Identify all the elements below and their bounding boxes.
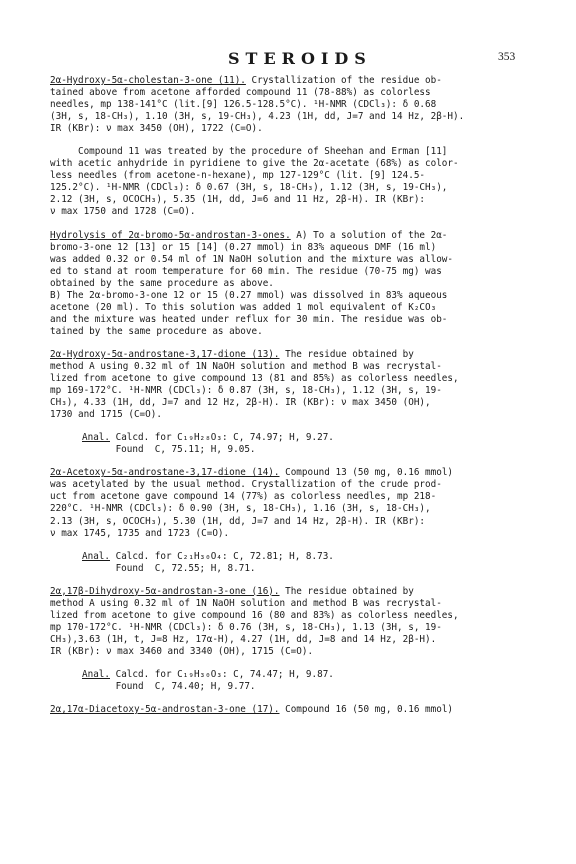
- compound-heading: 2α-Hydroxy-5α-cholestan-3-one (11).: [50, 75, 246, 86]
- paragraph-text: Compound 16 (50 mg, 0.16 mmol): [279, 704, 454, 716]
- paragraph-compound-14: [50, 467, 542, 539]
- paragraph-text: Crystallization of the residue ob- tained above from acetone afforded compound 11 (78-88%) as colorless needles, mp 138-141°C (lit.[9] 126.5-128.5°C). ¹H-NMR (CDCl₃): δ 0.68 (3H, s, 18-CH₃), 1.10 (3H, s, 19-CH₃), 4.23 (1H, dd, J=7 and 14 Hz, 2β-H). IR (KBr): ν max 3450 (OH), 1722 (C=O).: [50, 75, 465, 135]
- analysis-compound-16: [82, 669, 542, 693]
- compound-heading: 2α,17β-Dihydroxy-5α-androstan-3-one (16).: [50, 585, 280, 597]
- compound-heading: 2α-Hydroxy-5α-androstane-3,17-dione (13).: [50, 348, 280, 360]
- paragraph-compound-11: [50, 75, 542, 135]
- paragraph-compound-17: [50, 704, 542, 716]
- journal-title: STEROIDS: [228, 49, 372, 68]
- article-body: [50, 75, 542, 727]
- compound-heading: 2α-Acetoxy-5α-androstane-3,17-dione (14).: [50, 467, 280, 479]
- section-heading: Hydrolysis of 2α-bromo-5α-androstan-3-ones.: [50, 229, 291, 241]
- running-header: [0, 49, 576, 69]
- paragraph-hydrolysis: [50, 230, 542, 338]
- paragraph-text: Compound 13 (50 mg, 0.16 mmol) was acetylated by the usual method. Crystallization of the crude prod- uct from acetone gave compound 14 (77%) as colorless needles, mp 218- 220°C. ¹H-NMR (CDCl₃): δ 0.90 (3H, s, 18-CH₃), 1.16 (3H, s, 18-CH₃), 2.13 (3H, s, OCOCH₃), 5.30 (1H, dd, J=7 and 14 Hz, 2β-H). IR (KBr): ν max 1745, 1735 and 1723 (C=O).: [50, 467, 454, 539]
- paragraph-text: Compound 11 was treated by the procedure of Sheehan and Erman [11] with acetic anhydride in pyridiene to give the 2α-acetate (68%) as color- less needles (from acetone-n-hexane), mp 127-129°C (lit. [9] 124.5- 125.2°C). ¹H-NMR (CDCl₃): δ 0.67 (3H, s, 18-CH₃), 1.12 (3H, s, 19-CH₃), 2.12 (3H, s, OCOCH₃), 5.35 (1H, dd, J=6 and 11 Hz, 2β-H). IR (KBr): ν max 1750 and 1728 (C=O).: [50, 146, 459, 218]
- paragraph-compound-16: [50, 586, 542, 658]
- anal-label: Anal.: [82, 668, 110, 680]
- paragraph-2a-acetate: [50, 146, 542, 218]
- analysis-compound-14: [82, 551, 542, 575]
- anal-text: Calcd. for C₂₁H₃₀O₄: C, 72.81; H, 8.73. Found C, 72.55; H, 8.71.: [115, 550, 334, 574]
- anal-text: Calcd. for C₁₉H₂₈O₃: C, 74.97; H, 9.27. Found C, 75.11; H, 9.05.: [115, 432, 334, 456]
- anal-label: Anal.: [82, 432, 110, 444]
- page-number: 353: [498, 51, 516, 63]
- compound-heading: 2α,17α-Diacetoxy-5α-androstan-3-one (17).: [50, 704, 280, 716]
- paragraph-compound-13: [50, 349, 542, 421]
- paragraph-text: The residue obtained by method A using 0.32 ml of 1N NaOH solution and method B was recrystal- lized from acetone to give compound 16 (80 and 83%) as colorless needles, mp 170-172°C. ¹H-NMR (CDCl₃): δ 0.76 (3H, s, 18-CH₃), 1.13 (3H, s, 19- CH₃),3.63 (1H, t, J=8 Hz, 17α-H), 4.27 (1H, dd, J=8 and 14 Hz, 2β-H). IR (KBr): ν max 3460 and 3340 (OH), 1715 (C=O).: [50, 585, 459, 657]
- anal-label: Anal.: [82, 550, 110, 562]
- anal-text: Calcd. for C₁₉H₃₀O₃: C, 74.47; H, 9.87. Found C, 74.40; H, 9.77.: [115, 668, 334, 693]
- analysis-compound-13: [82, 432, 542, 456]
- paragraph-text: The residue obtained by method A using 0.32 ml of 1N NaOH solution and method B was recrystal- lized from acetone to give compound 13 (81 and 85%) as colorless needles, mp 169-172°C. ¹H-NMR (CDCl₃): δ 0.87 (3H, s, 18-CH₃), 1.12 (3H, s, 19- CH₃), 4.33 (1H, dd, J=7 and 12 Hz, 2β-H). IR (KBr): ν max 3450 (OH), 1730 and 1715 (C=O).: [50, 348, 459, 421]
- paragraph-text: A) To a solution of the 2α- bromo-3-one 12 [13] or 15 [14] (0.27 mmol) in 83% aqueous DMF (16 ml) was added 0.32 or 0.54 ml of 1N NaOH solution and the mixture was allow- ed to stand at room temperature for 60 min. The residue (70-75 mg) was obtained by the same procedure as above. B) The 2α-bromo-3-one 12 or 15 (0.27 mmol) was dissolved in 83% aqueous acetone (20 ml). To this solution was added 1 mol equivalent of K₂CO₃ and the mixture was heated under reflux for 30 min. The residue was ob- tained by the same procedure as above.: [50, 229, 453, 337]
